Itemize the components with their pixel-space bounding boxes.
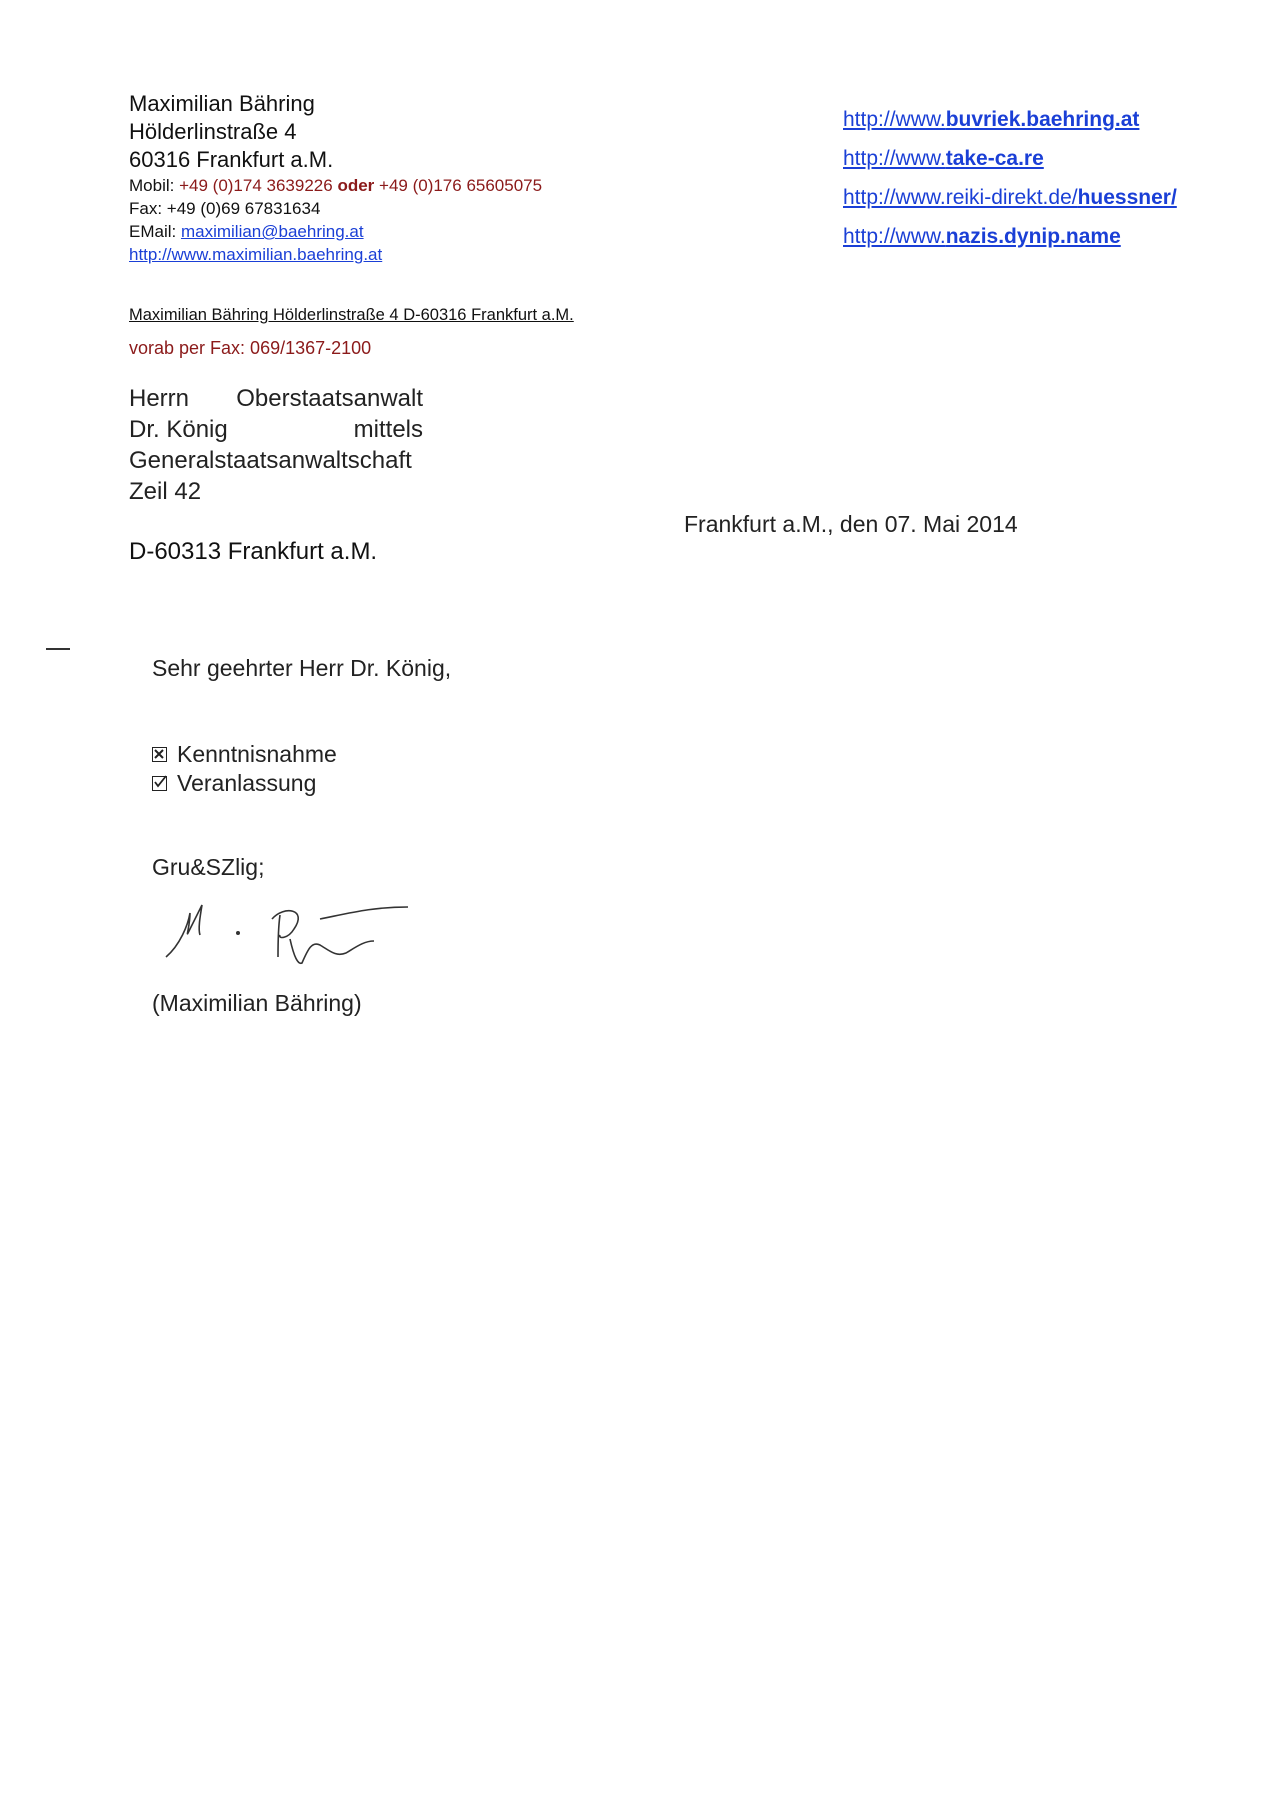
sender-fax [129,197,542,220]
sender-block [129,90,542,266]
recipient-line-2: Dr. König mittels [129,416,423,443]
mobile-number-1: +49 (0)174 3639226 [179,176,333,195]
email-label: EMail: [129,222,177,241]
sender-city: 60316 Frankfurt a.M. [129,147,334,172]
mobile-label: Mobil: [129,176,175,195]
checkbox-item-kenntnisnahme: Kenntnisnahme [152,740,337,769]
link-nazis[interactable]: http://www.nazis.dynip.name [843,225,1121,248]
signature-name: (Maximilian Bähring) [152,990,362,1016]
recipient-line-4: Zeil 42 [129,478,202,505]
check-box-icon [152,776,167,791]
letter-date: Frankfurt a.M., den 07. Mai 2014 [684,511,1018,537]
recipient-city: D-60313 Frankfurt a.M. [129,538,378,565]
link-list [843,100,1177,256]
link-take-care[interactable]: http://www.take-ca.re [843,147,1044,170]
website-link[interactable]: http://www.maximilian.baehring.at [129,245,383,264]
fax-note: vorab per Fax: 069/1367-2100 [129,338,372,358]
salutation: Sehr geehrter Herr Dr. König, [152,655,452,681]
mobile-or: oder [337,176,375,195]
sender-email [129,220,542,243]
checkbox-list [152,740,337,798]
sender-website [129,243,542,266]
mobile-number-2: +49 (0)176 65605075 [379,176,543,195]
return-address: Maximilian Bähring Hölderlinstraße 4 D-60316 Frankfurt a.M. [129,306,574,324]
recipient-line-3: Generalstaatsanwaltschaft [129,447,412,474]
recipient-block [129,383,423,507]
x-box-icon [152,747,167,762]
fold-mark [46,648,70,650]
checkbox-item-veranlassung: Veranlassung [152,769,337,798]
sender-mobile [129,174,542,197]
link-reiki[interactable]: http://www.reiki-direkt.de/huessner/ [843,186,1177,209]
closing: Gru&SZlig; [152,854,265,880]
link-buvriek[interactable]: http://www.buvriek.baehring.at [843,108,1140,131]
sender-street: Hölderlinstraße 4 [129,119,297,144]
fax-label: Fax: [129,199,163,218]
recipient-line-1: Herrn Oberstaatsanwalt [129,385,423,412]
fax-number: +49 (0)69 67831634 [166,199,321,218]
signature [160,895,420,985]
sender-name: Maximilian Bähring [129,91,315,116]
email-link[interactable]: maximilian@baehring.at [180,222,364,241]
